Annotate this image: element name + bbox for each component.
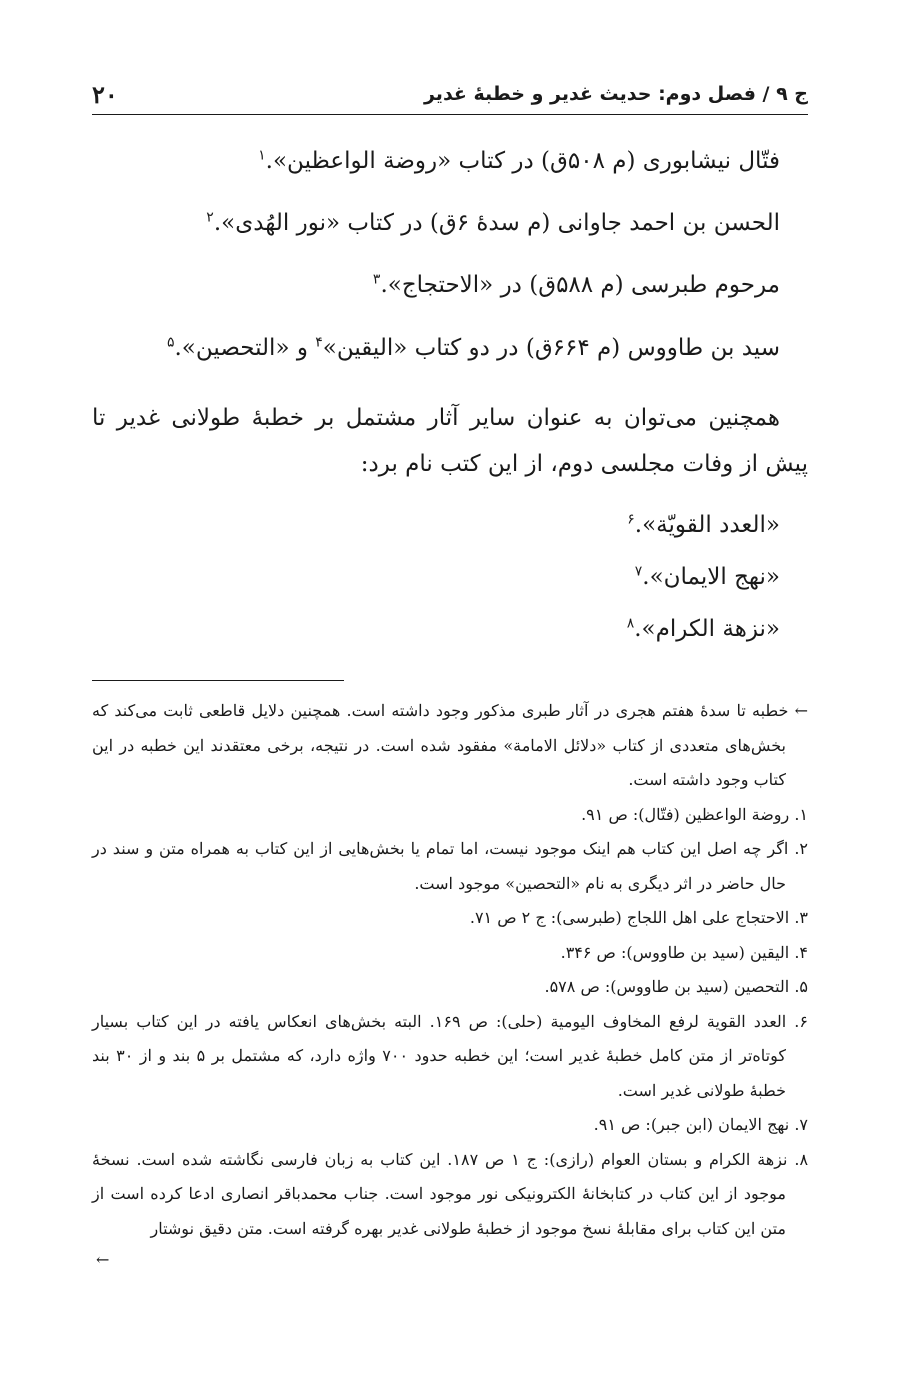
footnote-7: ۷. نهج الایمان (ابن جبر): ص ۹۱. — [593, 1115, 808, 1134]
footnote-ref-4: ۴ — [315, 334, 323, 351]
footnote-4: ۴. الیقین (سید بن طاووس): ص ۳۴۶. — [560, 942, 808, 962]
running-title: ج ۹ / فصل دوم: حدیث غدیر و خطبهٔ غدیر — [423, 83, 808, 105]
list-item: «نزهة الکرام».$^۸$ — [626, 615, 780, 642]
footnotes — [92, 694, 808, 1274]
source-line-1: فتّال نیشابوری (م ۵۰۸ق) در کتاب «روضة الواعظین».$^۱$ — [258, 147, 780, 174]
page-header — [92, 74, 808, 115]
footnote-ref-1: ۱ — [258, 147, 266, 164]
list-item: «نهج الایمان».$^۷$ — [634, 563, 780, 590]
list-item: «العدد القویّة».$^۶$ — [627, 511, 780, 538]
footnote-1: ۱. روضة الواعظین (فتّال): ص ۹۱. — [581, 804, 808, 824]
body-paragraph: همچنین می‌توان به عنوان سایر آثار مشتمل بر خطبهٔ طولانی غدیر تا پیش از وفات مجلسی دوم، از این کتب نام برد: — [92, 405, 808, 477]
footnote-continuation: ← خطبه تا سدهٔ هفتم هجری در آثار طبری مذکور وجود داشته است. همچنین دلایل قاطعی ثابت می‌کند که بخش‌های متعددی از کتاب «دلائل الامامة» مفقود شده است. در نتیجه، برخی معتقدند این خطبه در این کتاب وجود داشته است. — [92, 701, 808, 789]
footnote-5: ۵. التحصین (سید بن طاووس): ص ۵۷۸. — [544, 977, 808, 996]
source-line-3: مرحوم طبرسی (م ۵۸۸ق) در «الاحتجاج».$^۳$ — [372, 271, 780, 298]
footnote-3: ۳. الاحتجاج علی اهل اللجاج (طبرسی): ج ۲ ص ۷۱. — [469, 908, 808, 927]
footnote-ref-8: ۸ — [626, 615, 635, 632]
footnote-2: ۲. اگر چه اصل این کتاب هم اینک موجود نیست، اما تمام یا بخش‌هایی از این کتاب به همراه متن و سند در حال حاضر در اثر دیگری به نام «التحصین» موجود است. — [92, 839, 809, 893]
footnote-6: ۶. العدد القویة لرفع المخاوف الیومیة (حلی): ص ۱۶۹. البته بخش‌های انعکاس یافته در این کتاب بسیار کوتاه‌تر از متن کامل خطبهٔ غدیر است؛ این خطبه حدود ۷۰۰ واژه دارد، که مشتمل بر ۵ بند و از ۳۰ بند خطبهٔ طولانی غدیر است. — [92, 1011, 808, 1100]
footnote-ref-2: ۲ — [206, 209, 214, 226]
source-line-2: الحسن بن احمد جاوانی (م سدهٔ ۶ق) در کتاب «نور الهُدی».$^۲$ — [206, 209, 780, 236]
footnote-ref-7: ۷ — [634, 563, 643, 580]
footnote-separator — [92, 680, 344, 681]
source-line-4: سید بن طاووس (م ۶۶۴ق) در دو کتاب «الیقین»$^۴$ و «التحصین».$^۵$ — [166, 334, 780, 361]
footnote-ref-3: ۳ — [372, 271, 381, 288]
footnote-ref-5: ۵ — [166, 334, 175, 351]
page-number: ۲۰ — [92, 79, 118, 109]
continued-arrow-icon: ← — [96, 1250, 110, 1269]
footnote-ref-6: ۶ — [627, 511, 635, 528]
footnote-8: ۸. نزهة الکرام و بستان العوام (رازی): ج ۱ ص ۱۸۷. این کتاب به زبان فارسی نگاشته شده است. نسخهٔ موجود از این کتاب در کتابخانهٔ الکترونیکی نور موجود است. جناب محمدباقر انصاری ادعا کرده است از متن این کتاب برای مقابلهٔ نسخ موجود از خطبهٔ طولانی غدیر بهره گرفته است. متن دقیق نوشتار — [92, 1149, 809, 1238]
